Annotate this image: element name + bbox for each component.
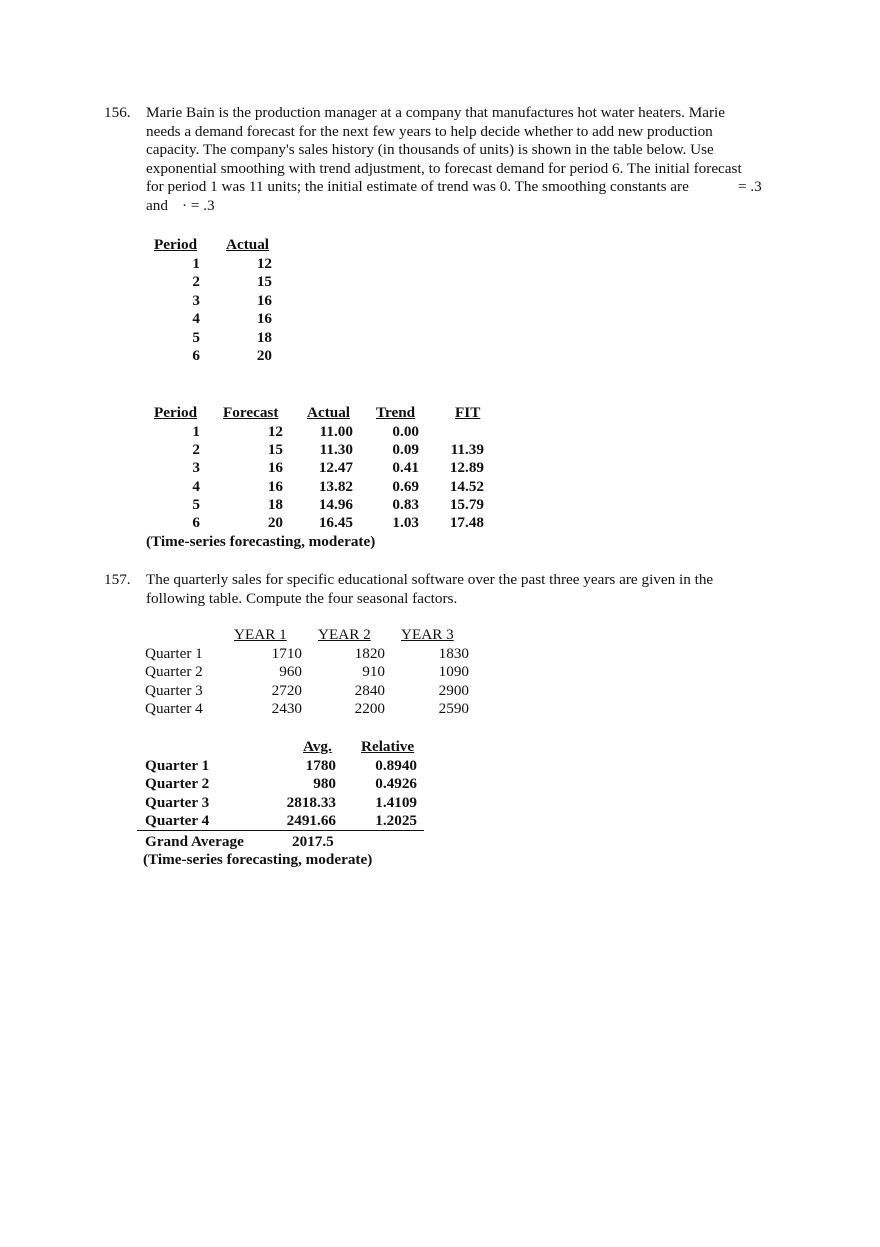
table-cell: 15.79 — [449, 496, 484, 513]
alpha-value: = .3 — [738, 178, 762, 195]
table-cell: 12 — [267, 423, 283, 440]
divider — [137, 830, 424, 831]
row-label: Quarter 1 — [145, 757, 210, 774]
text-line: capacity. The company's sales history (in thousands of units) is shown in the table below. Use — [146, 141, 714, 158]
beta-value: · = .3 — [182, 196, 215, 214]
table-cell: 5 — [192, 329, 200, 346]
column-header: Period — [154, 404, 198, 421]
row-label: Quarter 2 — [145, 663, 203, 680]
table-cell: 17.48 — [449, 514, 484, 531]
table-cell: 2840 — [354, 682, 385, 699]
row-label: Quarter 4 — [145, 700, 203, 717]
column-header: Actual — [226, 236, 270, 253]
table-cell: 1.03 — [392, 514, 419, 531]
table-cell: 2590 — [438, 700, 469, 717]
question-number: 157. — [104, 571, 131, 588]
table-cell: 11.30 — [319, 441, 353, 458]
column-header: YEAR 3 — [401, 626, 454, 643]
table-cell: 14.52 — [449, 478, 484, 495]
table-cell: 980 — [313, 775, 336, 792]
table-cell: 1.2025 — [375, 812, 417, 829]
table-cell: 3 — [192, 459, 200, 476]
table-cell: 1 — [192, 423, 200, 440]
question-text — [146, 104, 782, 215]
table-cell: 2491.66 — [286, 812, 336, 829]
table-cell: 12.89 — [449, 459, 484, 476]
table-cell: 11.39 — [450, 441, 484, 458]
table-cell: 15 — [256, 273, 272, 290]
column-header: Relative — [361, 738, 415, 755]
table-cell: 2900 — [438, 682, 469, 699]
table-cell: 6 — [192, 347, 200, 364]
column-header: FIT — [455, 404, 481, 421]
table-cell: 2200 — [354, 700, 385, 717]
table-cell: 0.00 — [392, 423, 419, 440]
column-header: Actual — [307, 404, 351, 421]
table-cell: 18 — [256, 329, 272, 346]
table-cell: 5 — [192, 496, 200, 513]
row-label: Quarter 3 — [145, 682, 203, 699]
text-line: The quarterly sales for specific educational software over the past three years are given in the — [146, 571, 714, 588]
text-line: needs a demand forecast for the next few years to help decide whether to add new production — [146, 122, 713, 140]
row-label: Quarter 1 — [145, 645, 203, 662]
table-cell: 2 — [192, 441, 200, 458]
question-number: 156. — [104, 104, 131, 121]
table-cell: 16 — [256, 292, 272, 309]
table-cell: 12 — [256, 255, 272, 272]
row-label: Quarter 3 — [145, 794, 210, 811]
table-cell: 16 — [267, 478, 283, 495]
table-cell: 0.41 — [392, 459, 419, 476]
column-header: Forecast — [223, 404, 279, 421]
text-line: following table. Compute the four seasonal factors. — [146, 589, 458, 607]
table-cell: 1090 — [438, 663, 469, 680]
table-cell: 16 — [256, 310, 272, 327]
table-cell: 6 — [192, 514, 200, 531]
table-cell: 1820 — [354, 645, 385, 662]
row-label: Quarter 2 — [145, 775, 210, 792]
column-header: Trend — [376, 404, 416, 421]
table-cell: 1 — [192, 255, 200, 272]
table-cell: 1830 — [438, 645, 469, 662]
question-tag: (Time-series forecasting, moderate) — [143, 851, 373, 868]
table-cell: 4 — [192, 478, 200, 495]
table-cell: 12.47 — [318, 459, 353, 476]
column-header: YEAR 1 — [234, 626, 287, 643]
table-cell: 2818.33 — [286, 794, 336, 811]
table-cell: 1780 — [305, 757, 336, 774]
table-cell: 0.4926 — [375, 775, 417, 792]
text-line: exponential smoothing with trend adjustment, to forecast demand for period 6. The initial forecast — [146, 159, 742, 177]
column-header: YEAR 2 — [318, 626, 371, 643]
table-cell: 18 — [267, 496, 283, 513]
table-cell: 2430 — [271, 700, 302, 717]
text-line — [146, 178, 782, 197]
column-header: Period — [154, 236, 198, 253]
table-cell: 960 — [279, 663, 302, 680]
table-cell: 14.96 — [318, 496, 353, 513]
table-cell: 4 — [192, 310, 200, 327]
question-tag: (Time-series forecasting, moderate) — [146, 533, 376, 550]
table-cell: 0.83 — [392, 496, 419, 513]
table-cell: 2 — [192, 273, 200, 290]
table-cell: 910 — [362, 663, 385, 680]
table-cell: 1.4109 — [375, 794, 417, 811]
table-cell: 2720 — [271, 682, 302, 699]
table-cell: 0.09 — [392, 441, 419, 458]
table-cell: 16.45 — [318, 514, 353, 531]
table-cell: 20 — [267, 514, 283, 531]
grand-average-label: Grand Average — [145, 833, 244, 850]
row-label: Quarter 4 — [145, 812, 210, 829]
column-header: Avg. — [303, 738, 332, 755]
question-text — [146, 571, 782, 608]
table-cell: 1710 — [271, 645, 302, 662]
text-line — [146, 197, 782, 216]
text-fragment: and — [146, 196, 168, 214]
table-cell: 20 — [256, 347, 272, 364]
text-line: Marie Bain is the production manager at a company that manufactures hot water heaters. Marie — [146, 104, 726, 121]
table-cell: 0.69 — [392, 478, 419, 495]
grand-average-value: 2017.5 — [292, 833, 334, 850]
table-cell: 13.82 — [318, 478, 353, 495]
table-cell: 11.00 — [319, 423, 353, 440]
table-cell: 16 — [267, 459, 283, 476]
table-cell: 0.8940 — [375, 757, 417, 774]
table-cell: 3 — [192, 292, 200, 309]
text-fragment: for period 1 was 11 units; the initial estimate of trend was 0. The smoothing constants are — [146, 178, 689, 195]
table-cell: 15 — [267, 441, 283, 458]
